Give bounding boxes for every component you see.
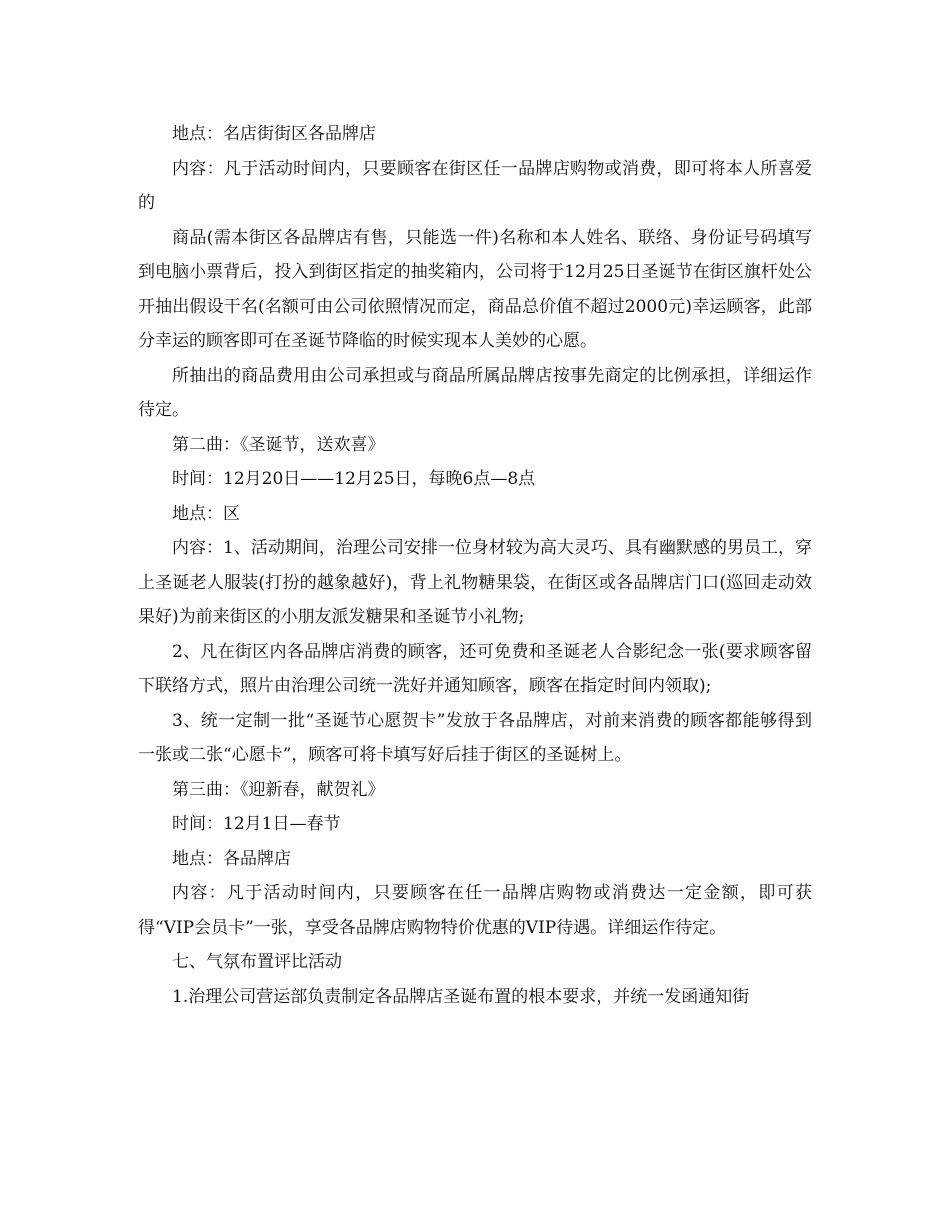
paragraph-content-2-item-2: 2、凡在街区内各品牌店消费的顾客，还可免费和圣诞老人合影纪念一张(要求顾客留下联络方式，照片由治理公司统一洗好并通知顾客，顾客在指定时间内领取); — [138, 641, 812, 696]
heading-part-three: 第三曲：《迎新春，献贺礼》 — [172, 779, 385, 800]
heading-part-two: 第二曲：《圣诞节，送欢喜》 — [172, 434, 385, 455]
paragraph-time-3: 时间：12月1日—春节 — [172, 814, 341, 834]
document-body — [138, 117, 812, 1014]
paragraph-time-2: 时间：12月20日——12月25日，每晚6点—8点 — [172, 469, 536, 489]
heading-section-seven: 七、气氛布置评比活动 — [172, 952, 342, 972]
paragraph-product-details: 商品(需本街区各品牌店有售，只能选一件)名称和本人姓名、联络、身份证号码填写到电脑小票背后，投入到街区指定的抽奖箱内，公司将于12月25日圣诞节在街区旗杆处公开抽出假设干名(名额可由公司依照情况而定，商品总价值不超过2000元)幸运顾客，此部分幸运的顾客即可在圣诞节降临的时候实现本人美妙的心愿。 — [138, 227, 812, 351]
paragraph-section-seven-item-1: 1.治理公司营运部负责制定各品牌店圣诞布置的根本要求，并统一发函通知街 — [172, 986, 750, 1007]
paragraph-content-2-item-1: 内容：1、活动期间，治理公司安排一位身材较为高大灵巧、具有幽默感的男员工，穿上圣诞老人服装(打扮的越象越好)，背上礼物糖果袋，在街区或各品牌店门口(巡回走动效果好)为前来街区的小朋友派发糖果和圣诞节小礼物; — [138, 538, 812, 627]
paragraph-location-3: 地点：各品牌店 — [172, 848, 291, 869]
paragraph-content-3: 内容：凡于活动时间内，只要顾客在任一品牌店购物或消费达一定金额，即可获得“VIP会员卡”一张，享受各品牌店购物特价优惠的VIP待遇。详细运作待定。 — [138, 883, 812, 938]
paragraph-location-2: 地点：区 — [172, 503, 240, 524]
paragraph-content-1: 内容：凡于活动时间内，只要顾客在街区任一品牌店购物或消费，即可将本人所喜爱的 — [138, 158, 812, 213]
paragraph-location-1: 地点：名店街街区各品牌店 — [172, 124, 376, 144]
paragraph-cost-sharing: 所抽出的商品费用由公司承担或与商品所属品牌店按事先商定的比例承担，详细运作待定。 — [138, 365, 812, 420]
paragraph-content-2-item-3: 3、统一定制一批“圣诞节心愿贺卡”发放于各品牌店，对前来消费的顾客都能够得到一张或二张“心愿卡”，顾客可将卡填写好后挂于街区的圣诞树上。 — [138, 710, 812, 765]
